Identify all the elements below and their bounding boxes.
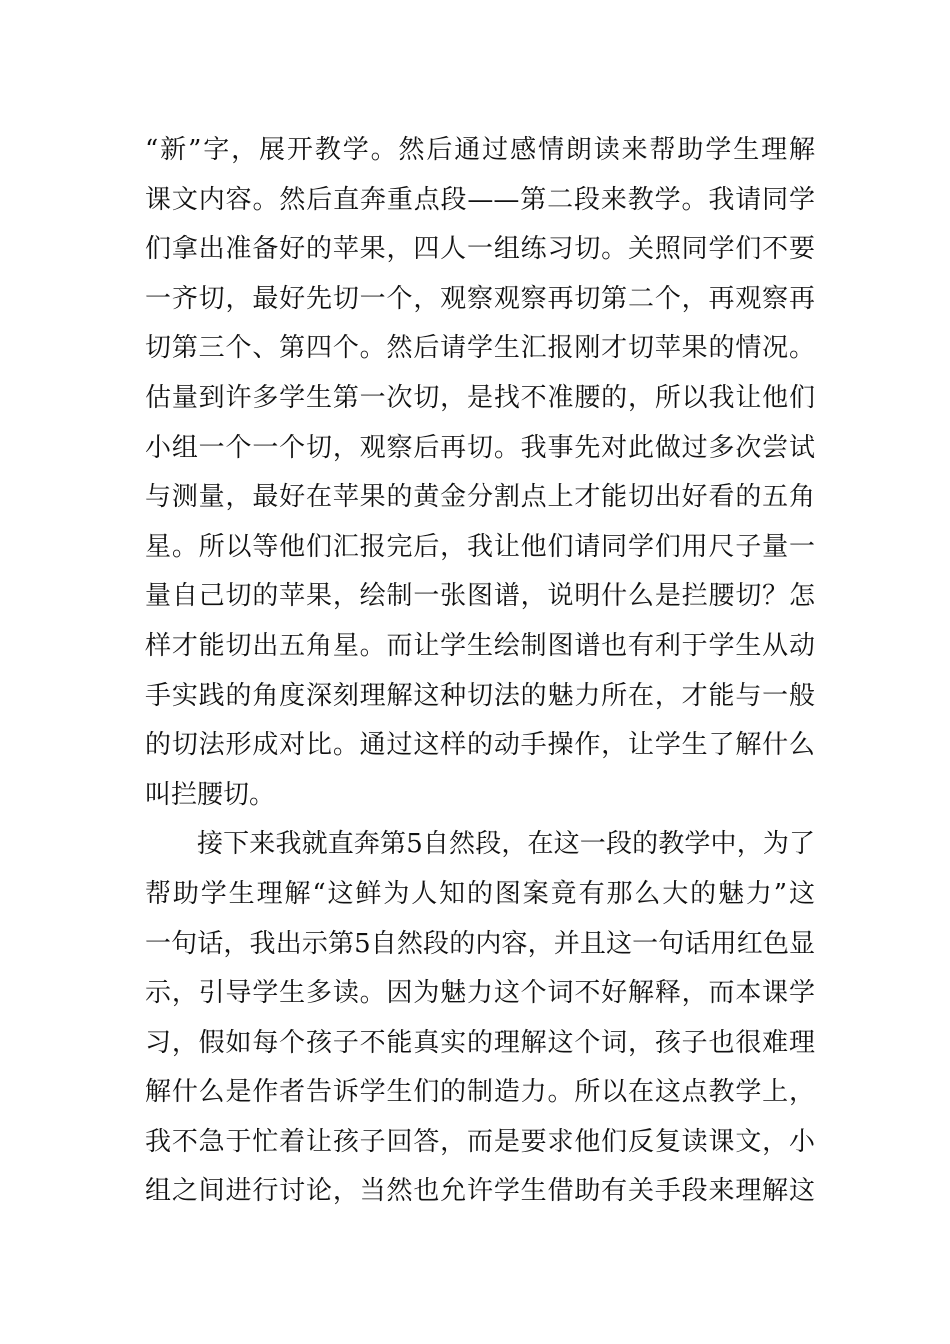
text-line: 们拿出准备好的苹果，四人一组练习切。关照同学们不要	[145, 234, 815, 265]
text-line: 与测量，最好在苹果的黄金分割点上才能切出好看的五角	[145, 482, 815, 513]
text-line: 估量到许多学生第一次切，是找不准腰的，所以我让他们	[145, 382, 815, 413]
text-line: 切第三个、第四个。然后请学生汇报刚才切苹果的情况。	[145, 333, 815, 364]
text-line: “新”字，展开教学。然后通过感情朗读来帮助学生理解	[145, 135, 815, 165]
text-line: 示，引导学生多读。因为魅力这个词不好解释，而本课学	[145, 978, 815, 1009]
text-line: 一齐切，最好先切一个，观察观察再切第二个，再观察再	[145, 283, 815, 314]
text-line: 小组一个一个切，观察后再切。我事先对此做过多次尝试	[145, 432, 815, 463]
text-line-paragraph-end: 叫拦腰切。	[145, 779, 276, 810]
text-line-paragraph-start: 接下来我就直奔第5自然段，在这一段的教学中，为了	[197, 829, 815, 860]
text-line: 的切法形成对比。通过这样的动手操作，让学生了解什么	[145, 730, 815, 761]
text-line: 课文内容。然后直奔重点段——第二段来教学。我请同学	[145, 184, 815, 215]
text-line: 组之间进行讨论，当然也允许学生借助有关手段来理解这	[145, 1176, 815, 1207]
text-line: 帮助学生理解“这鲜为人知的图案竟有那么大的魅力”这	[145, 878, 815, 909]
text-line: 习，假如每个孩子不能真实的理解这个词，孩子也很难理	[145, 1027, 815, 1058]
text-line: 解什么是作者告诉学生们的制造力。所以在这点教学上，	[145, 1077, 815, 1108]
text-line: 手实践的角度深刻理解这种切法的魅力所在，才能与一般	[145, 680, 815, 711]
text-line: 样才能切出五角星。而让学生绘制图谱也有利于学生从动	[145, 630, 815, 661]
text-line: 我不急于忙着让孩子回答，而是要求他们反复读课文，小	[145, 1126, 815, 1157]
text-line: 量自己切的苹果，绘制一张图谱，说明什么是拦腰切？怎	[145, 581, 815, 612]
text-line: 一句话，我出示第5自然段的内容，并且这一句话用红色显	[145, 928, 815, 959]
text-line: 星。所以等他们汇报完后，我让他们请同学们用尺子量一	[145, 531, 815, 562]
body-text	[145, 126, 815, 1217]
